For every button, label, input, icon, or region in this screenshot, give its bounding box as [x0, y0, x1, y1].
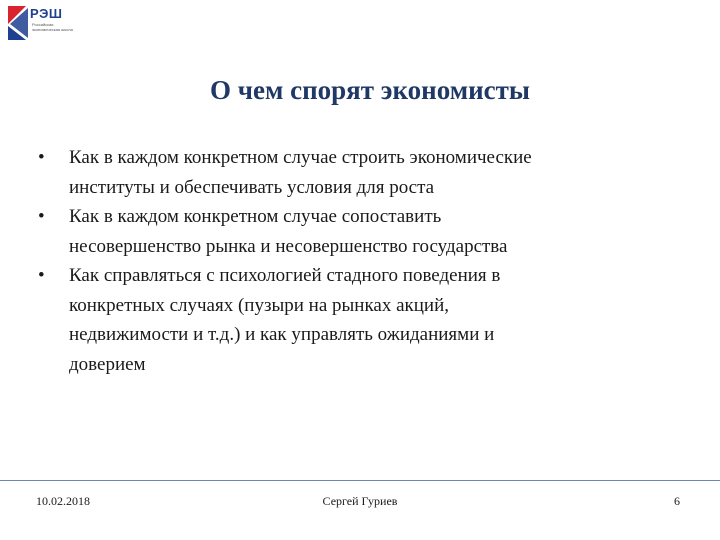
nes-logo — [6, 4, 78, 44]
bullet-line: Как в каждом конкретном случае строить экономические — [69, 147, 532, 168]
bullet-line: недвижимости и т.д.) и как управлять ожиданиями и — [69, 324, 495, 345]
bullet-item — [38, 202, 638, 261]
bullet-line: Как справляться с психологией стадного поведения в — [69, 265, 501, 286]
bullet-line: несовершенство рынка и несовершенство государства — [69, 235, 508, 257]
footer-page-number: 6 — [674, 494, 680, 508]
footer-divider — [0, 480, 720, 481]
slide-title: О чем спорят экономисты — [210, 75, 530, 105]
bullet-dot-icon: • — [38, 265, 45, 286]
logo-subtitle: Российская экономическая школа — [32, 22, 73, 32]
bullet-list — [38, 143, 638, 379]
bullet-line: доверием — [69, 353, 146, 375]
footer-author: Сергей Гуриев — [322, 494, 398, 508]
bullet-line: Как в каждом конкретном случае сопоставить — [69, 206, 442, 227]
bullet-dot-icon: • — [38, 206, 45, 227]
footer-date: 10.02.2018 — [36, 494, 90, 508]
bullet-dot-icon: • — [38, 147, 45, 168]
bullet-line: конкретных случаях (пузыри на рынках акций, — [69, 294, 449, 316]
nes-logo-emblem-icon — [6, 4, 30, 42]
bullet-item — [38, 143, 638, 202]
bullet-item — [38, 261, 638, 379]
logo-name: РЭШ — [30, 6, 63, 21]
bullet-line: институты и обеспечивать условия для роста — [69, 176, 435, 198]
